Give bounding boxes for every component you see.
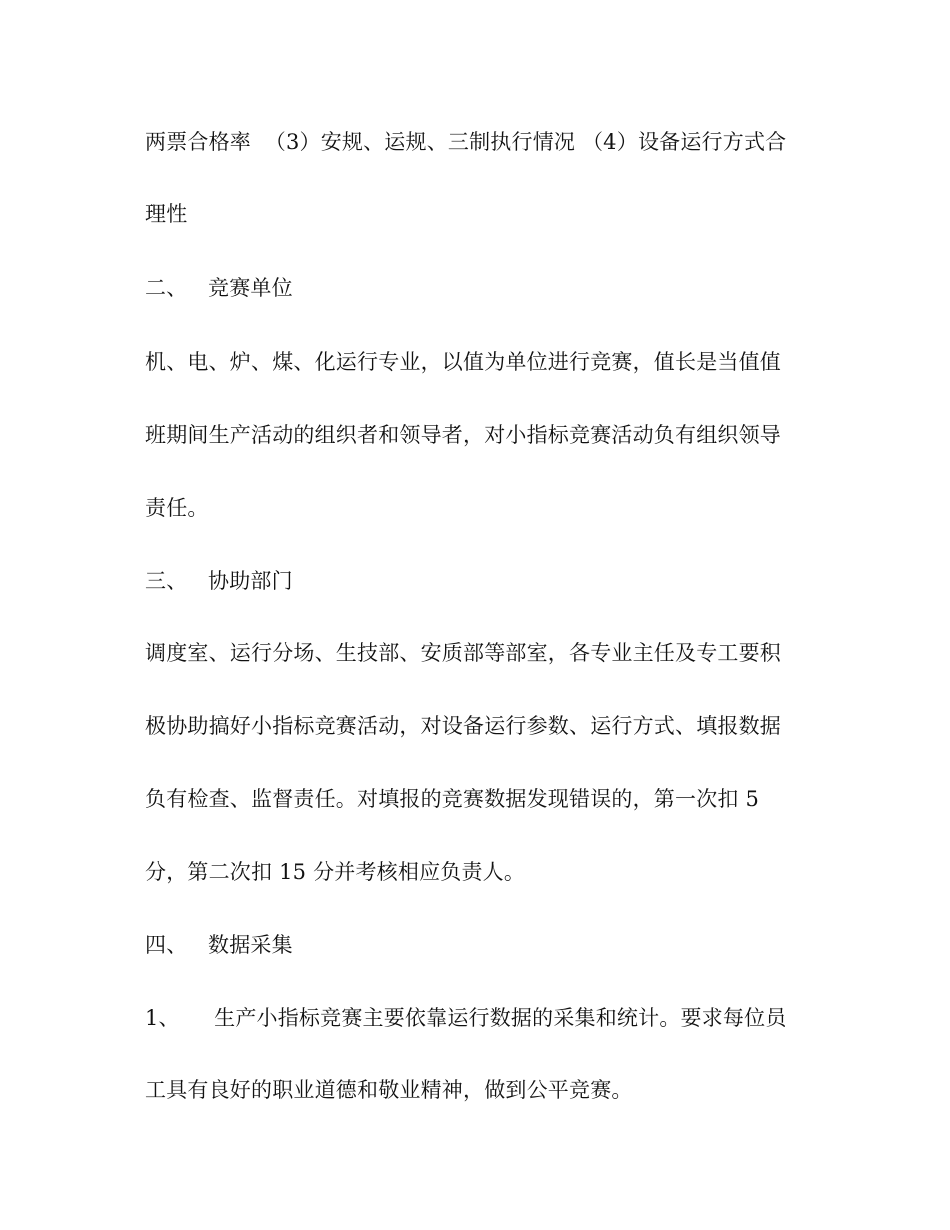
text-line: 负有检查、监督责任。对填报的竞赛数据发现错误的，第一次扣 5: [145, 787, 760, 811]
text-line: 机、电、炉、煤、化运行专业，以值为单位进行竞赛，值长是当值值: [145, 350, 781, 374]
text-line: 极协助搞好小指标竞赛活动，对设备运行参数、运行方式、填报数据: [145, 714, 781, 738]
text-line: 调度室、运行分场、生技部、安质部等部室，各专业主任及专工要积: [145, 641, 781, 665]
section-heading-data-collection: 四、 数据采集: [145, 933, 293, 957]
text-line: 班期间生产活动的组织者和领导者，对小指标竞赛活动负有组织领导: [145, 423, 781, 447]
text-line: 工具有良好的职业道德和敬业精神，做到公平竞赛。: [145, 1078, 633, 1102]
text-line: 两票合格率 （3）安规、运规、三制执行情况 （4）设备运行方式合: [145, 130, 787, 154]
section-heading-competition-unit: 二、 竞赛单位: [145, 276, 293, 300]
section-heading-assisting-departments: 三、 协助部门: [145, 569, 293, 593]
text-line: 责任。: [145, 496, 209, 520]
text-line: 分，第二次扣 15 分并考核相应负责人。: [145, 860, 526, 884]
list-item-1: 1、 生产小指标竞赛主要依靠运行数据的采集和统计。要求每位员: [145, 1006, 787, 1030]
text-line: 理性: [145, 202, 188, 226]
